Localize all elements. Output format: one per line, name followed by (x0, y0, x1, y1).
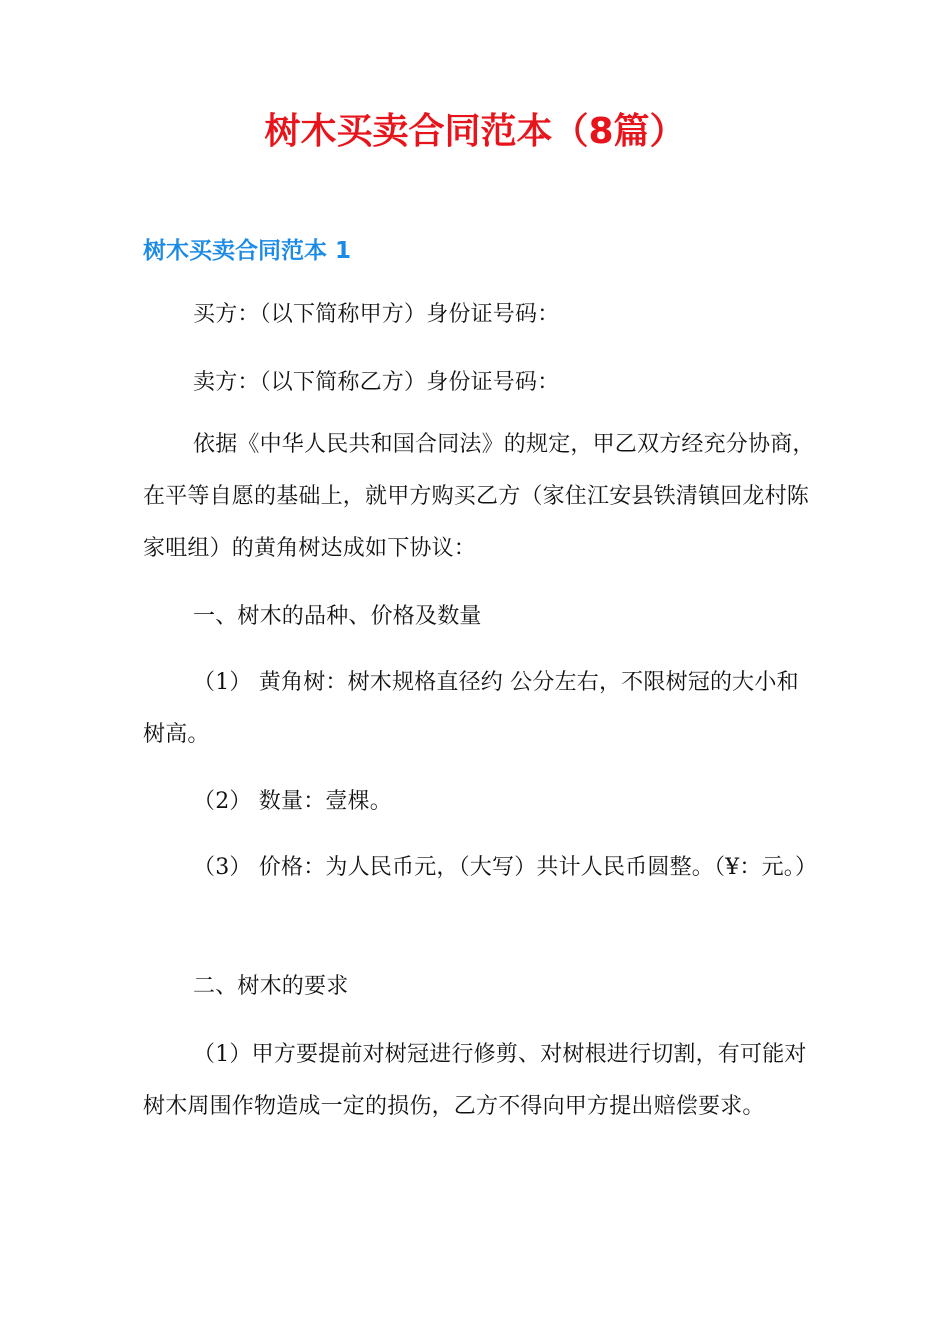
clause-1-item-3: （3） 价格：为人民币元，（大写）共计人民币圆整。（¥：元。） (193, 855, 818, 880)
preamble-paragraph: 依据《中华人民共和国合同法》的规定，甲乙双方经充分协商，在平等自愿的基础上，就甲方购买乙方（家住江安县铁清镇回龙村陈家咀组）的黄角树达成如下协议： (143, 432, 815, 561)
document-title: 树木买卖合同范本（8篇） (264, 111, 686, 152)
clause-1-item-1: （1） 黄角树：树木规格直径约 公分左右，不限树冠的大小和 树高。 (143, 670, 799, 747)
section-title: 树木买卖合同范本 1 (143, 238, 352, 264)
buyer-line: 买方：（以下简称甲方）身份证号码： (193, 302, 560, 327)
seller-line: 卖方：（以下简称乙方）身份证号码： (193, 370, 560, 395)
clause-heading-2: 二、树木的要求 (193, 974, 349, 999)
clause-heading-1: 一、树木的品种、价格及数量 (193, 604, 482, 629)
clause-2-item-1: （1）甲方要提前对树冠进行修剪、对树根进行切割，有可能对树木周围作物造成一定的损伤，乙方不得向甲方提出赔偿要求。 (143, 1042, 807, 1119)
clause-1-item-2: （2） 数量：壹棵。 (193, 789, 392, 814)
